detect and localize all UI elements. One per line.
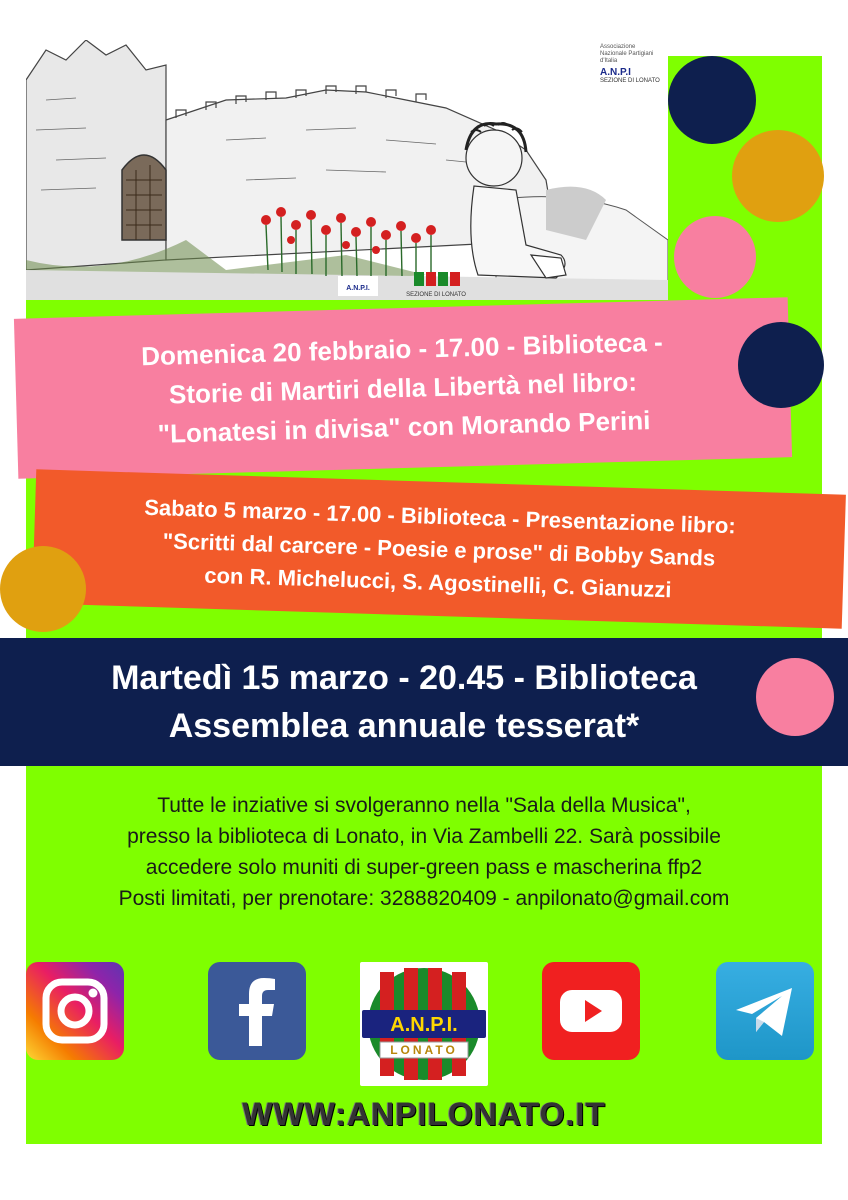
info-line4: Posti limitati, per prenotare: 3288820409 - anpilonato@gmail.com <box>118 887 730 910</box>
anpi-logo-top-text: A.N.P.I. <box>390 1014 458 1036</box>
anpi-logo[interactable] <box>360 962 488 1086</box>
svg-text:SEZIONE DI LONATO: SEZIONE DI LONATO <box>406 292 466 298</box>
event1-line1: Domenica 20 febbraio - 17.00 - Biblioteca - <box>140 326 664 371</box>
pink-circle-top <box>674 216 756 298</box>
castle-illustration <box>26 40 668 300</box>
event3-line2: Assemblea annuale tesserat* <box>168 707 640 745</box>
logo-small-text: Associazione Nazionale Partigiani d'Italia <box>600 44 654 64</box>
info-line3: accedere solo muniti di super-green pass e mascherina ffp2 <box>145 856 703 879</box>
event-domenica <box>14 297 792 479</box>
anpi-logo-bottom-text: LONATO <box>390 1043 458 1057</box>
event2-line1: Sabato 5 marzo - 17.00 - Biblioteca - Presentazione libro: <box>143 494 737 538</box>
event-sabato <box>32 469 846 628</box>
event-martedi <box>0 638 848 766</box>
event1-line2: Storie di Martiri della Libertà nel libro: <box>168 365 638 410</box>
telegram-icon[interactable] <box>716 962 814 1060</box>
info-text <box>26 790 822 914</box>
website-link[interactable]: WWW:ANPILONATO.IT <box>242 1096 606 1132</box>
navy-circle-mid <box>738 322 824 408</box>
instagram-icon[interactable] <box>26 962 124 1060</box>
logo-section-text: SEZIONE DI LONATO <box>600 78 660 84</box>
event1-line3: "Lonatesi in divisa" con Morando Perini <box>157 404 651 449</box>
pink-circle-right <box>756 658 834 736</box>
event2-line2: "Scritti dal carcere - Poesie e prose" di Bobby Sands <box>162 527 716 571</box>
orange-circle-left <box>0 546 86 632</box>
logo-anpi-text: A.N.P.I <box>600 67 631 78</box>
youtube-icon[interactable] <box>542 962 640 1060</box>
event2-line3: con R. Michelucci, S. Agostinelli, C. Gianuzzi <box>203 562 672 602</box>
navy-circle-top <box>668 56 756 144</box>
orange-circle <box>732 130 824 222</box>
info-line2: presso la biblioteca di Lonato, in Via Zambelli 22. Sarà possibile <box>127 825 721 848</box>
event3-line1: Martedì 15 marzo - 20.45 - Biblioteca <box>111 659 697 697</box>
facebook-icon[interactable] <box>208 962 306 1060</box>
svg-text:A.N.P.I.: A.N.P.I. <box>346 285 370 292</box>
anpi-header-logo <box>600 44 662 100</box>
info-line1: Tutte le inziative si svolgeranno nella "Sala della Musica", <box>157 794 691 817</box>
